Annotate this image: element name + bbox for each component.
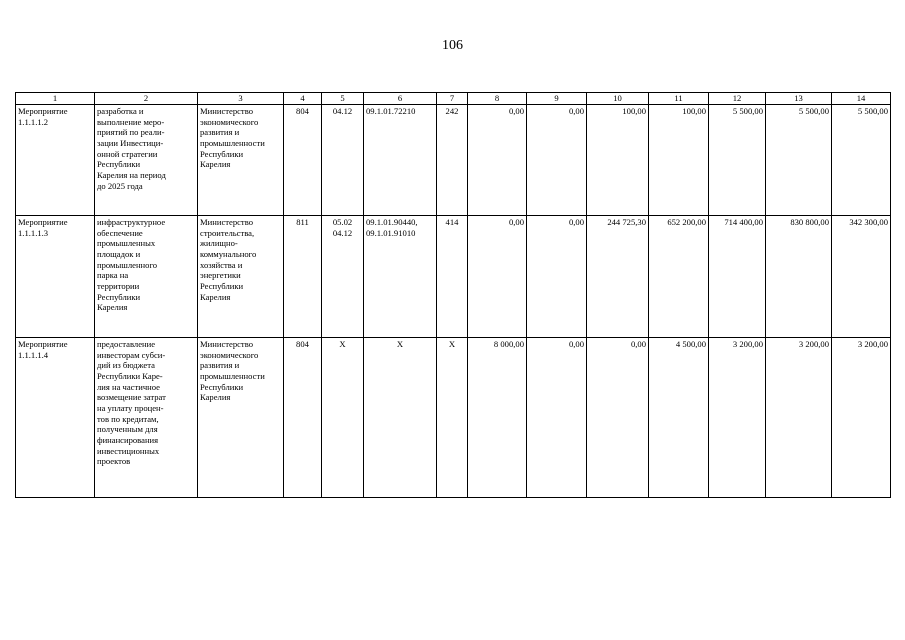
amount-cell: 5 500,00: [832, 105, 891, 216]
text-line: инвесторам субси-: [97, 349, 166, 360]
column-header: 7: [437, 93, 468, 105]
text-line: дий из бюджета: [97, 360, 155, 371]
table-row: [16, 105, 891, 216]
activity-description-cell: [95, 338, 198, 498]
amount-cell: 714 400,00: [709, 216, 766, 338]
text-line: 1.1.1.1.2: [18, 116, 49, 127]
responsible-body-cell: [198, 216, 284, 338]
amount-cell: 3 200,00: [709, 338, 766, 498]
text-line: инвестиционных: [97, 445, 160, 456]
grbs-code-cell: [284, 216, 322, 338]
text-line: выполнение меро-: [97, 116, 165, 127]
text-line: Карелия: [200, 159, 231, 170]
section-code-cell: [322, 105, 364, 216]
text-line: промышленности: [200, 137, 265, 148]
amount-cell: 3 200,00: [832, 338, 891, 498]
column-header: 11: [649, 93, 709, 105]
text-line: Республики: [97, 291, 141, 302]
column-header: 12: [709, 93, 766, 105]
column-header: 4: [284, 93, 322, 105]
column-header: 3: [198, 93, 284, 105]
text-line: зации Инвестици-: [97, 137, 164, 148]
budget-table: [15, 92, 891, 498]
column-header: 8: [468, 93, 527, 105]
text-line: 414: [445, 217, 459, 227]
amount-cell: 100,00: [649, 105, 709, 216]
text-line: 09.1.01.91010: [366, 227, 416, 238]
text-line: приятий по реали-: [97, 127, 165, 138]
amount-cell: 4 500,00: [649, 338, 709, 498]
section-code-cell: [322, 338, 364, 498]
text-line: Республики: [97, 159, 141, 170]
text-line: предоставление: [97, 339, 156, 349]
amount-cell: 0,00: [527, 338, 587, 498]
activity-description-cell: [95, 216, 198, 338]
text-line: Республики: [200, 280, 244, 291]
amount-cell: 0,00: [468, 105, 527, 216]
text-line: 05.02: [332, 217, 353, 227]
header-row: [16, 93, 891, 105]
text-line: Республики Каре-: [97, 370, 163, 381]
amount-cell: 8 000,00: [468, 338, 527, 498]
text-line: проектов: [97, 456, 131, 467]
expense-type-cell: [437, 105, 468, 216]
amount-cell: 5 500,00: [709, 105, 766, 216]
text-line: строительства,: [200, 227, 255, 238]
text-line: полученным для: [97, 424, 158, 435]
amount-cell: 652 200,00: [649, 216, 709, 338]
table-row: [16, 338, 891, 498]
column-header: 1: [16, 93, 95, 105]
amount-cell: 830 800,00: [766, 216, 832, 338]
activity-description-cell: [95, 105, 198, 216]
column-header: 5: [322, 93, 364, 105]
amount-cell: 0,00: [587, 338, 649, 498]
amount-cell: 0,00: [527, 105, 587, 216]
text-line: жилищно-: [200, 238, 238, 249]
text-line: 804: [296, 106, 309, 116]
text-line: обеспечение: [97, 227, 143, 238]
text-line: промышленности: [200, 370, 265, 381]
text-line: территории: [97, 280, 140, 291]
column-header: 13: [766, 93, 832, 105]
amount-cell: 0,00: [468, 216, 527, 338]
activity-code-cell: [16, 216, 95, 338]
text-line: до 2025 года: [97, 180, 143, 191]
text-line: Мероприятие: [18, 339, 68, 349]
text-line: 09.1.01.72210: [366, 106, 416, 116]
text-line: площадок и: [97, 248, 141, 259]
grbs-code-cell: [284, 338, 322, 498]
section-code-cell: [322, 216, 364, 338]
text-line: инфраструктурное: [97, 217, 166, 227]
text-line: на уплату процен-: [97, 402, 164, 413]
text-line: экономического: [200, 349, 259, 360]
table-row: [16, 216, 891, 338]
expense-type-cell: [437, 338, 468, 498]
column-header: 9: [527, 93, 587, 105]
text-line: Министерство: [200, 106, 253, 116]
text-line: Республики: [200, 381, 244, 392]
text-line: Х: [339, 339, 346, 349]
text-line: 1.1.1.1.3: [18, 227, 49, 238]
column-header: 6: [364, 93, 437, 105]
text-line: 1.1.1.1.4: [18, 349, 49, 360]
text-line: Карелия на период: [97, 169, 166, 180]
text-line: 804: [296, 339, 309, 349]
amount-cell: 5 500,00: [766, 105, 832, 216]
text-line: развития и: [200, 360, 240, 371]
text-line: энергетики: [200, 270, 241, 281]
target-article-cell: [364, 105, 437, 216]
text-line: возмещение затрат: [97, 392, 166, 403]
grbs-code-cell: [284, 105, 322, 216]
expense-type-cell: [437, 216, 468, 338]
text-line: Карелия: [200, 291, 231, 302]
text-line: 811: [296, 217, 309, 227]
amount-cell: 244 725,30: [587, 216, 649, 338]
text-line: парка на: [97, 270, 129, 281]
target-article-cell: [364, 216, 437, 338]
text-line: разработка и: [97, 106, 144, 116]
responsible-body-cell: [198, 105, 284, 216]
column-header: 2: [95, 93, 198, 105]
text-line: Х: [396, 339, 404, 349]
text-line: Мероприятие: [18, 217, 68, 227]
text-line: промышленных: [97, 238, 156, 249]
text-line: Министерство: [200, 339, 253, 349]
text-line: коммунального: [200, 248, 257, 259]
amount-cell: 342 300,00: [832, 216, 891, 338]
activity-code-cell: [16, 105, 95, 216]
text-line: Карелия: [200, 392, 231, 403]
target-article-cell: [364, 338, 437, 498]
activity-code-cell: [16, 338, 95, 498]
text-line: 04.12: [332, 227, 353, 238]
amount-cell: 3 200,00: [766, 338, 832, 498]
text-line: 04.12: [332, 106, 353, 116]
text-line: Республики: [200, 148, 244, 159]
amount-cell: 0,00: [527, 216, 587, 338]
text-line: лия на частичное: [97, 381, 160, 392]
text-line: 242: [445, 106, 459, 116]
column-header: 14: [832, 93, 891, 105]
text-line: экономического: [200, 116, 259, 127]
text-line: онной стратегии: [97, 148, 158, 159]
text-line: финансирования: [97, 434, 159, 445]
page-number: 106: [442, 38, 463, 53]
column-header: 10: [587, 93, 649, 105]
text-line: Х: [448, 339, 456, 349]
text-line: промышленного: [97, 259, 158, 270]
text-line: 09.1.01.90440,: [366, 217, 418, 227]
amount-cell: 100,00: [587, 105, 649, 216]
text-line: тов по кредитам,: [97, 413, 159, 424]
text-line: Министерство: [200, 217, 253, 227]
responsible-body-cell: [198, 338, 284, 498]
text-line: хозяйства и: [200, 259, 243, 270]
text-line: Мероприятие: [18, 106, 68, 116]
text-line: Карелия: [97, 302, 128, 313]
text-line: развития и: [200, 127, 240, 138]
